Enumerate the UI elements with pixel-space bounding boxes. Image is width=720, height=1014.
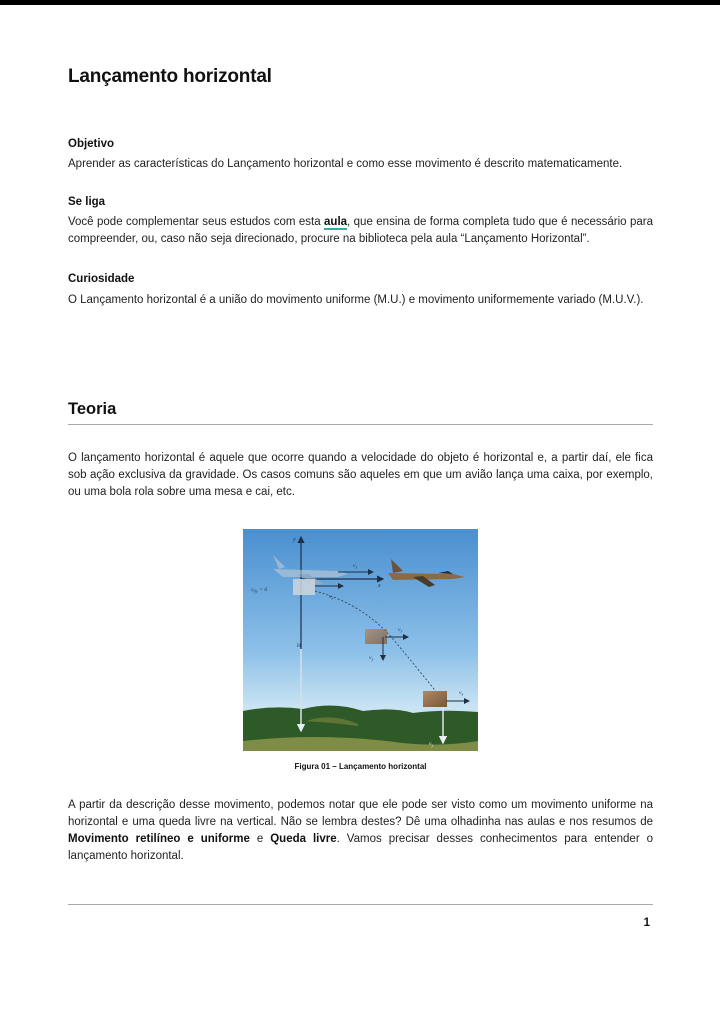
se-liga-text bbox=[68, 214, 653, 248]
teoria-paragraph-2 bbox=[68, 797, 653, 865]
footer-divider bbox=[68, 904, 653, 905]
paragraph-2-part-3: . Vamos precisar desses conhecimentos para entender o lançamento horizontal. bbox=[68, 833, 653, 862]
section-label-se-liga: Se liga bbox=[68, 196, 106, 208]
teoria-paragraph-1: O lançamento horizontal é aquele que ocorre quando a velocidade do objeto é horizontal e, a partir daí, ele fica sob ação exclusiva da gravidade. Os casos comuns são aqueles em que um avião lança uma caixa, por exemplo, ou uma bola rola sobre uma mesa e cai, etc. bbox=[68, 452, 653, 498]
objetivo-text: Aprender as características do Lançamento horizontal e como esse movimento é descrito matematicamente. bbox=[68, 158, 623, 170]
vy-label-box-2: $v_y$ bbox=[369, 655, 374, 662]
se-liga-text-before: Você pode complementar seus estudos com esta bbox=[68, 216, 325, 228]
box-3 bbox=[423, 691, 447, 707]
link-text-movimento-retilineo: Movimento retilíneo e uniforme bbox=[68, 833, 250, 845]
figure-horizontal-launch bbox=[243, 529, 478, 751]
paragraph-2-part-1: A partir da descrição desse movimento, podemos notar que ele pode ser visto como um movimento uniforme na horizontal e uma queda livre na vertical. Não se lembra destes? Dê uma olhadinha nas aulas e nos resumos de bbox=[68, 799, 653, 828]
box-2 bbox=[365, 629, 387, 644]
y-axis-label: y bbox=[293, 537, 296, 543]
se-liga-text-after: , que ensina de forma completa tudo que é necessário para compreender, ou, caso não seja direcionado, procure na biblioteca pela aula “Lançamento Horizontal”. bbox=[68, 216, 654, 245]
v0y-label: $v_{0y} = 0$ bbox=[251, 587, 268, 594]
vy-label-box-3: $v_y$ bbox=[429, 741, 434, 748]
x-axis-label: x bbox=[378, 583, 381, 589]
height-label: H bbox=[297, 643, 301, 649]
section-label-curiosidade: Curiosidade bbox=[68, 273, 135, 285]
section-label-objetivo: Objetivo bbox=[68, 138, 115, 150]
box-1 bbox=[293, 579, 315, 595]
figure-caption: Figura 01 – Lançamento horizontal bbox=[294, 762, 427, 771]
vx-label-plane: $v_x$ bbox=[353, 563, 358, 570]
aula-link[interactable]: aula bbox=[324, 216, 348, 228]
vx-label-box-2: $v_x$ bbox=[398, 627, 403, 634]
top-bar bbox=[0, 0, 720, 5]
link-text-queda-livre: Queda livre bbox=[270, 833, 337, 845]
vx-label-box-1: $v_x$ bbox=[329, 594, 334, 601]
paragraph-2-part-2: e bbox=[249, 833, 271, 845]
section-heading-teoria: Teoria bbox=[68, 400, 117, 418]
heading-divider bbox=[68, 424, 653, 425]
vx-label-box-3: $v_x$ bbox=[459, 690, 464, 697]
curiosidade-text: O Lançamento horizontal é a união do movimento uniforme (M.U.) e movimento uniformemente variado (M.U.V.). bbox=[68, 294, 644, 306]
page-title: Lançamento horizontal bbox=[68, 66, 272, 87]
page-number: 1 bbox=[643, 917, 650, 929]
